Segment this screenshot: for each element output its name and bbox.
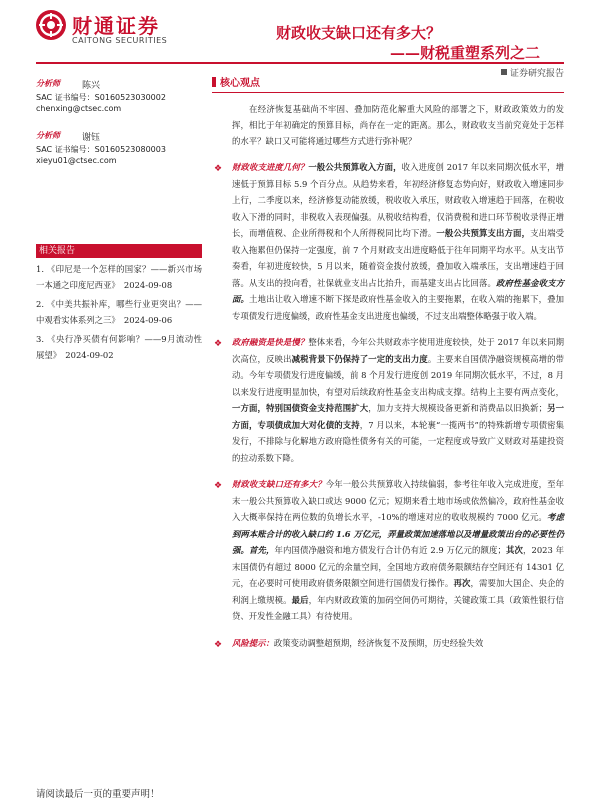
emphasis-text: 一般公共预算支出方面， <box>436 228 531 238</box>
body-text: 。主要来自国债净融资规模高增的带动。今年专项债发行进度偏缓，前 8 个月发行进度创 2019 年同期次低水平，不过，8 月以来发行进度明显加快，有望对后续政府性基金支出构成支撑。结构上主要有两点变化， <box>232 353 565 397</box>
section-gov-financing <box>212 334 564 466</box>
analyst-panel <box>36 76 202 180</box>
diamond-bullet-icon: ❖ <box>214 639 223 650</box>
related-reports-heading: 相关报告 <box>36 244 202 258</box>
emphasis-text: 其次 <box>505 545 524 555</box>
body-text: ，需要加大国企、央企的利润上缴规模。 <box>232 578 565 605</box>
diamond-bullet-icon: ❖ <box>214 339 223 349</box>
body-text: 今年一般公共预算收入持续偏弱，参考往年收入完成进度，至年末一般公共预算收入缺口或达 9000 亿元；短期来看土地市场或依然偏冷，政府性基金收入大概率保持在两位数的负增长水平，-10%的增速对应的收收规模约 7000 亿元。 <box>232 479 565 522</box>
section-heading: 财政收支缺口还有多大？ <box>232 479 326 489</box>
heading-bar-icon <box>212 77 216 87</box>
section-fiscal-progress <box>212 159 564 324</box>
analyst-email[interactable]: chenxing@ctsec.com <box>36 104 122 113</box>
body-text: ，7 月以来，本轮裹“一揽两书”的特殊新增专项债密集发行，不排除与化解地方政府隐性债务有关的可能，一定程度或导致广义财政对基建投资的拉动系数下降。 <box>232 419 564 463</box>
report-subtitle: ——财税重塑系列之二 <box>390 44 541 62</box>
diamond-bullet-icon: ❖ <box>214 481 223 491</box>
header-divider <box>36 62 564 64</box>
report-title: 财政收支缺口还有多大？ <box>276 24 442 42</box>
core-views-title: 核心观点 <box>220 78 260 89</box>
analyst-card <box>36 76 202 128</box>
emphasis-text: 政府性基金收支方面。 <box>232 277 565 304</box>
related-report-item[interactable]: 3. 《央行净买债有何影响？——9月流动性展望》 2024-09-02 <box>36 334 202 360</box>
body-text: 土地出让收入增速不断下探是政府性基金收入的主要拖累，在收入端的拖累下，叠加专项债发行进度偏缓，政府性基金支出进度也偏缓，不过支出端整体略强于收入端。 <box>232 294 565 321</box>
report-type-text: 证券研究报告 <box>509 69 564 79</box>
emphasis-text: 考虑到两本账合计的收入缺口约 1.6 万亿元，弄量政策加速落地以及增量政策出台的必要性仍强。首先， <box>232 512 564 555</box>
body-text: ，年内财政政策的加码空间仍可期待，关键政策工具（政策性银行信贷、开发性金融工具）有待使用。 <box>232 594 565 621</box>
emphasis-text: 另一方面，专项债成加大对化债的支持 <box>232 403 565 430</box>
company-logo <box>36 8 176 54</box>
related-report-item[interactable]: 1. 《印尼是一个怎样的国家？——新兴市场一本通之印度尼西亚》 2024-09-08 <box>36 264 202 290</box>
logo-name-en: CAITONG SECURITIES <box>72 36 168 45</box>
body-text: 年内国债净融资和地方债发行合计仍有近 2.9 万亿元的额度； <box>274 545 506 555</box>
core-views-heading <box>212 76 564 93</box>
analyst-email[interactable]: xieyu01@ctsec.com <box>36 156 117 165</box>
analyst-sac: SAC 证书编号：S0160523030002 <box>36 93 166 102</box>
analyst-name: 谢钰 <box>82 133 101 143</box>
body-text: 整体来看，今年公共财政赤字使用进度较快，处于 2017 年以来同期次高位，反映出 <box>232 337 565 364</box>
related-reports <box>36 244 202 363</box>
emphasis-text: 减税背景下仍保持了一定的支出力度 <box>291 353 428 364</box>
analyst-name: 陈兴 <box>82 81 101 91</box>
diamond-bullet-icon: ❖ <box>214 164 223 174</box>
section-heading: 财政收支进度几何？ <box>232 162 309 172</box>
body-text: 收入进度创 2017 年以来同期次低水平，增速低于预算目标 5.9 个百分点。从趋势来看，年初经济修复态势向好，财政收入增速同步上行，二季度以来，经济修复动能放缓，税收收入承压，财政收入增速趋于回落，在税收收入下滑的同时，非税收入表现偏强。从税收结构看，仅消费税和进口环节税收录得正增长，而增值税、企业所得税和个人所得税同比均下滑。 <box>232 162 565 238</box>
section-heading: 政府融资是快是慢？ <box>232 337 309 347</box>
emphasis-text: 一方面，特别国债资金支持范围扩大 <box>232 403 369 413</box>
emphasis-text: 最后 <box>291 594 309 605</box>
core-views <box>212 76 564 651</box>
emphasis-text: 再次 <box>453 578 471 588</box>
logo-name-cn: 财通证券 <box>72 14 160 38</box>
logo-emblem-icon <box>36 10 66 40</box>
body-text: ，加力支持大规模设备更新和消费品以旧换新； <box>368 403 547 413</box>
section-risk <box>212 635 564 652</box>
analyst-role: 分析师 <box>36 79 60 88</box>
body-text: 政策变动调整超预期，经济恢复不及预期，历史经验失效 <box>273 637 484 648</box>
related-report-item[interactable]: 2. 《中美共振补库，哪些行业更突出？——中观看实体系列之三》 2024-09-06 <box>36 299 202 325</box>
analyst-card <box>36 128 202 180</box>
emphasis-text: 一般公共预算收入方面， <box>308 162 402 172</box>
square-bullet-icon <box>501 69 507 75</box>
body-text: 支出端受收入拖累但仍保持一定强度，前 7 个月财政支出进度略低于往年同期平均水平。从支出节奏看，年初进度较快，5 月以来，随着资金拨付放缓，叠加收入端承压，支出增速趋于回落。从支出的投向看，社保就业支出占比抬升，而基建支出占比回落。 <box>232 228 565 288</box>
intro-paragraph: 在经济恢复基础尚不牢固、叠加防范化解重大风险的部署之下，财政政策效力的发挥，相比于年初确定的预算目标，尚存在一定的距离。那么，财政收支当前究竟处于怎样的水平？缺口又可能将通过哪些方式进行弥补呢？ <box>232 104 564 146</box>
section-heading: 风险提示： <box>232 637 274 648</box>
section-fiscal-gap <box>212 476 564 625</box>
disclaimer-footer: 请阅读最后一页的重要声明！ <box>36 789 160 800</box>
analyst-role: 分析师 <box>36 131 60 140</box>
body-text: ，2023 年末国债仍有超过 8000 亿元的余量空间，全国地方政府债务限额结存空间还有 14301 亿元，在必要时可使用政府债务限额空间进行国债发行操作。 <box>232 545 564 588</box>
analyst-sac: SAC 证书编号：S0160523080003 <box>36 145 166 154</box>
